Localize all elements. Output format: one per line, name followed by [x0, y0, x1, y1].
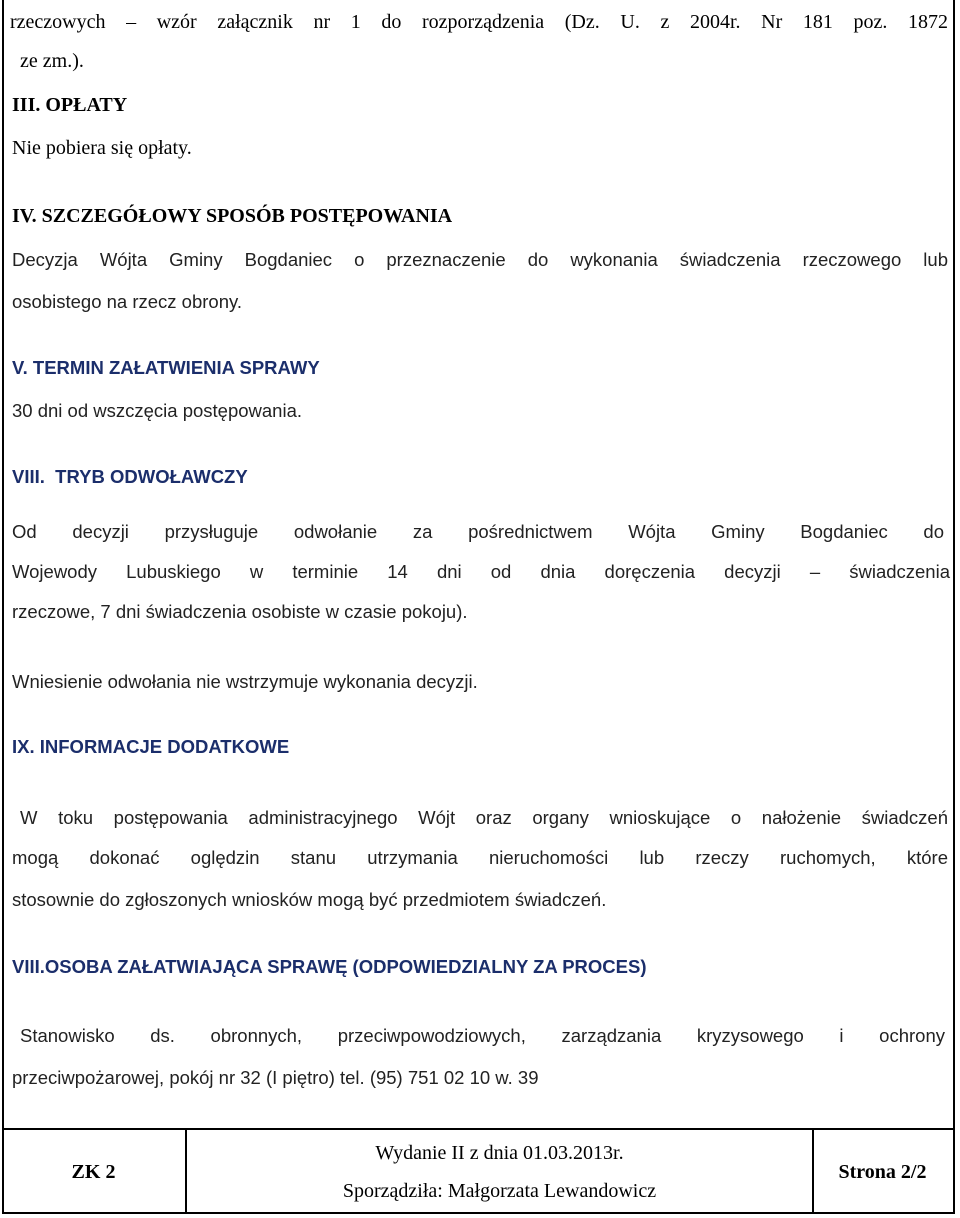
- text-line: W toku postępowania administracyjnego Wójt oraz organy wnioskujące o nałożenie świadczeń: [20, 807, 948, 828]
- text-line: rzeczowe, 7 dni świadczenia osobiste w czasie pokoju).: [12, 601, 468, 622]
- section-heading-additional-info: IX. INFORMACJE DODATKOWE: [12, 736, 290, 757]
- fees-text: Nie pobiera się opłaty.: [12, 137, 192, 159]
- text-line: osobistego na rzecz obrony.: [12, 291, 243, 312]
- text-line: stosownie do zgłoszonych wniosków mogą być przedmiotem świadczeń.: [12, 889, 607, 910]
- text-line: Od decyzji przysługuje odwołanie za pośrednictwem Wójta Gminy Bogdaniec do: [12, 521, 944, 542]
- text-line: mogą dokonać oględzin stanu utrzymania nieruchomości lub rzeczy ruchomych, które: [12, 847, 948, 868]
- document-code: ZK 2: [2, 1130, 187, 1214]
- section-heading-appeal: VIII. TRYB ODWOŁAWCZY: [12, 466, 248, 487]
- author: Sporządziła: Małgorzata Lewandowicz: [342, 1180, 657, 1202]
- section-heading-deadline: V. TERMIN ZAŁATWIENIA SPRAWY: [12, 357, 320, 378]
- deadline-text: 30 dni od wszczęcia postępowania.: [12, 400, 303, 421]
- text-line: rzeczowych – wzór załącznik nr 1 do rozporządzenia (Dz. U. z 2004r. Nr 181 poz. 1872: [10, 11, 948, 33]
- appeal-note: Wniesienie odwołania nie wstrzymuje wykonania decyzji.: [12, 671, 478, 692]
- text-line: Decyzja Wójta Gminy Bogdaniec o przeznaczenie do wykonania świadczenia rzeczowego lub: [12, 249, 948, 270]
- footer-table: [2, 1128, 955, 1214]
- edition-date: Wydanie II z dnia 01.03.2013r.: [375, 1142, 624, 1164]
- section-heading-fees: III. OPŁATY: [12, 94, 128, 116]
- section-heading-responsible-person: VIII.OSOBA ZAŁATWIAJĄCA SPRAWĘ (ODPOWIEDZIALNY ZA PROCES): [12, 956, 647, 977]
- text-line: ze zm.).: [20, 50, 84, 72]
- text-line: Wojewody Lubuskiego w terminie 14 dni od dnia doręczenia decyzji – świadczenia: [12, 561, 950, 582]
- text-line: Stanowisko ds. obronnych, przeciwpowodziowych, zarządzania kryzysowego i ochrony: [20, 1025, 945, 1046]
- text-line: przeciwpożarowej, pokój nr 32 (I piętro) tel. (95) 751 02 10 w. 39: [12, 1067, 539, 1088]
- edition-info: [187, 1130, 814, 1214]
- section-heading-procedure: IV. SZCZEGÓŁOWY SPOSÓB POSTĘPOWANIA: [12, 205, 453, 227]
- page-number: Strona 2/2: [838, 1160, 927, 1183]
